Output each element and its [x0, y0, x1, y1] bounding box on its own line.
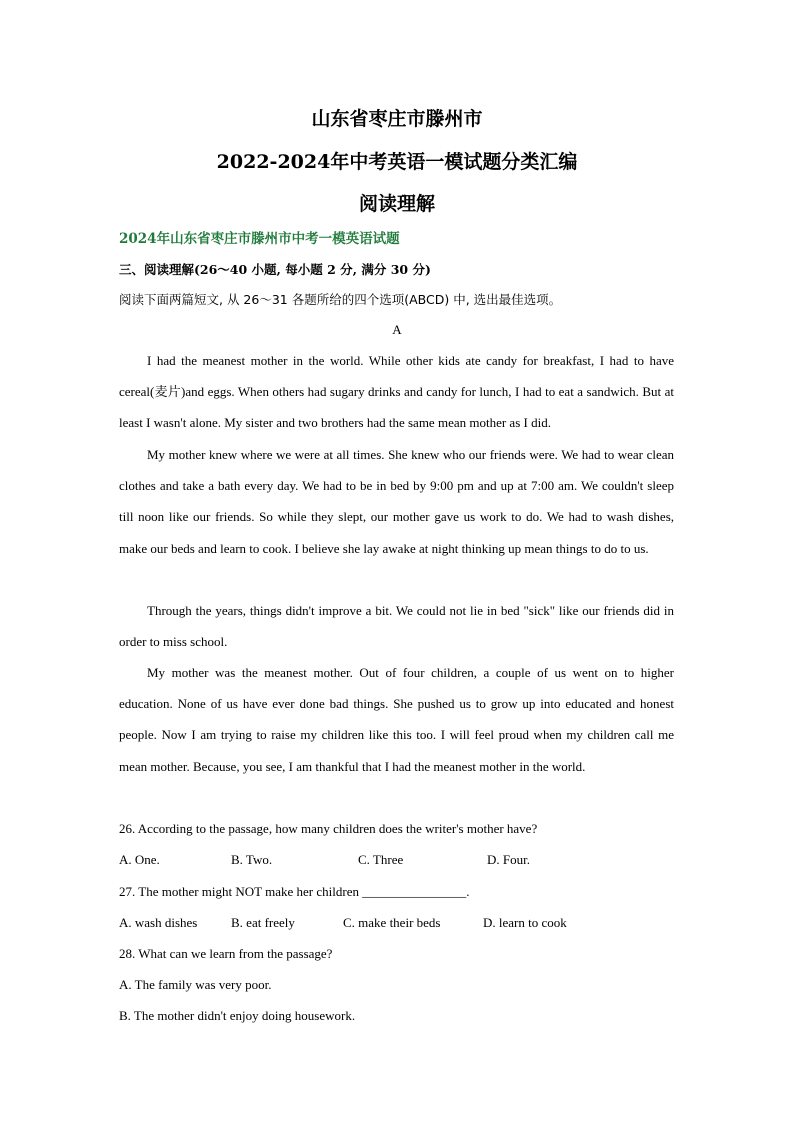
passage-paragraph-2: My mother knew where we were at all times. She knew who our friends were. We had to wear clean clothes and take a bath every day. We had to be in bed by 9:00 pm and up at 7:00 am. We couldn't sleep till noon like our friends. So while they slept, our mother gave us work to do. We had to wash dishes, make our beds and learn to cook. I believe she lay awake at night thinking up mean things to do to us. [119, 447, 674, 556]
passage-label: A [392, 322, 402, 337]
question-26-option-b: B. Two. [231, 852, 273, 867]
question-27-stem: 27. The mother might NOT make her children ________________. [119, 884, 470, 899]
passage-paragraph-1: I had the meanest mother in the world. While other kids ate candy for breakfast, I had to have cereal(麦片)and eggs. When others had sugary drinks and candy for lunch, I had to eat a sandwich. But at least I wasn't alone. My sister and two brothers had the same mean mother as I did. [119, 353, 674, 431]
question-27-option-c: C. make their beds [343, 915, 441, 930]
passage-paragraph-4: My mother was the meanest mother. Out of four children, a couple of us went on to higher education. None of us have ever done bad things. She pushed us to grow up into educated and honest people. Now I am trying to raise my children like this too. I will feel proud when my children call me mean mother. Because, you see, I am thankful that I had the meanest mother in the world. [119, 665, 674, 774]
question-27-option-b: B. eat freely [231, 915, 295, 930]
question-28-option-b: B. The mother didn't enjoy doing housework. [119, 1008, 356, 1023]
header-series-title: 2022-2024年中考英语一模试题分类汇编 [216, 151, 578, 173]
section-title: 三、阅读理解(26～40 小题, 每小题 2 分, 满分 30 分) [119, 262, 431, 277]
passage-paragraph-3: Through the years, things didn't improve a bit. We could not lie in bed "sick" like our friends did in order to miss school. [119, 603, 674, 650]
question-26-option-c: C. Three [358, 852, 404, 867]
question-28-stem: 28. What can we learn from the passage? [119, 946, 333, 961]
question-26-option-a: A. One. [119, 852, 160, 867]
question-26-option-d: D. Four. [487, 852, 530, 867]
exam-title: 2024年山东省枣庄市滕州市中考一模英语试题 [119, 231, 400, 247]
instruction-text: 阅读下面两篇短文, 从 26～31 各题所给的四个选项(ABCD) 中, 选出最佳选项。 [119, 292, 562, 307]
question-27-option-a: A. wash dishes [119, 915, 198, 930]
question-26-stem: 26. According to the passage, how many children does the writer's mother have? [119, 821, 538, 836]
question-27-option-d: D. learn to cook [483, 915, 567, 930]
question-28-option-a: A. The family was very poor. [119, 977, 272, 992]
header-region-title: 山东省枣庄市滕州市 [311, 108, 483, 130]
header-topic-title: 阅读理解 [358, 193, 435, 215]
